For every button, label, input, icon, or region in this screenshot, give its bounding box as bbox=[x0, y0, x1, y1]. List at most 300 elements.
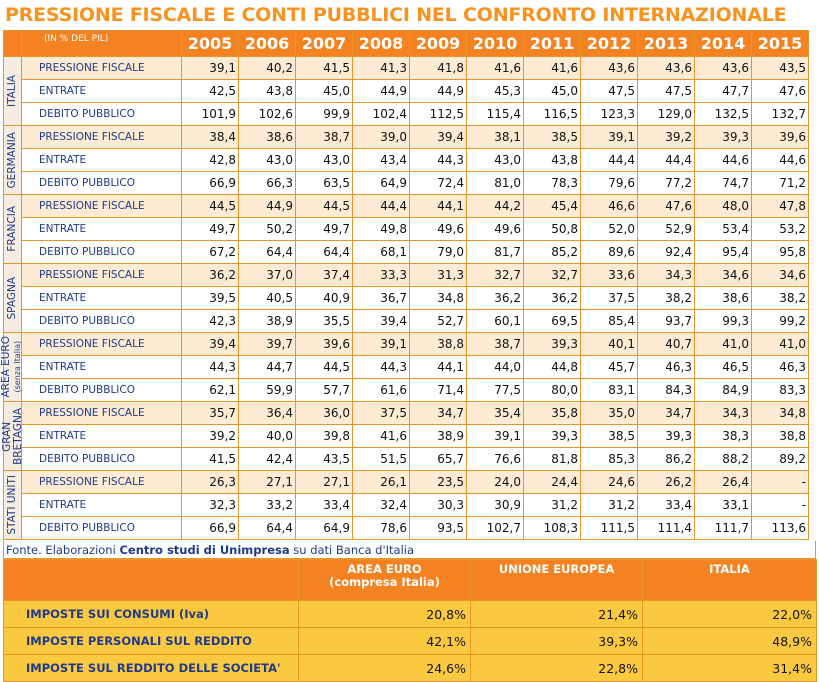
value-cell: 99,2 bbox=[752, 310, 809, 333]
value-cell: 39,0 bbox=[353, 126, 410, 149]
value-cell: 41,0 bbox=[752, 333, 809, 356]
year-header: 2011 bbox=[524, 31, 581, 57]
value-cell: 102,6 bbox=[239, 103, 296, 126]
value-cell: 49,8 bbox=[353, 218, 410, 241]
table-row bbox=[4, 494, 809, 517]
value-cell: 36,2 bbox=[524, 287, 581, 310]
value-cell: 64,9 bbox=[296, 517, 353, 540]
country-box bbox=[4, 58, 21, 124]
year-header: 2014 bbox=[695, 31, 752, 57]
source-prefix: Fonte. Elaborazioni bbox=[6, 543, 120, 557]
value-cell: 39,4 bbox=[353, 310, 410, 333]
value-cell: 38,5 bbox=[524, 126, 581, 149]
tax-header-line2: (compresa Italia) bbox=[329, 575, 440, 589]
country-box bbox=[0, 403, 24, 469]
row-label: PRESSIONE FISCALE bbox=[22, 126, 182, 149]
country-box bbox=[4, 265, 21, 331]
table-row bbox=[4, 448, 809, 471]
value-cell: 43,6 bbox=[638, 57, 695, 80]
value-cell: 111,5 bbox=[581, 517, 638, 540]
country-cell bbox=[4, 471, 22, 540]
value-cell: 40,7 bbox=[638, 333, 695, 356]
header-corner bbox=[4, 31, 22, 57]
value-cell: 38,9 bbox=[410, 425, 467, 448]
value-cell: 101,9 bbox=[182, 103, 239, 126]
value-cell: 39,4 bbox=[182, 333, 239, 356]
value-cell: 44,9 bbox=[410, 80, 467, 103]
value-cell: 34,7 bbox=[638, 402, 695, 425]
value-cell: 102,4 bbox=[353, 103, 410, 126]
value-cell: 112,5 bbox=[410, 103, 467, 126]
source-suffix: su dati Banca d'Italia bbox=[289, 543, 415, 557]
table-row bbox=[4, 287, 809, 310]
value-cell: 40,5 bbox=[239, 287, 296, 310]
value-cell: 23,5 bbox=[410, 471, 467, 494]
country-sublabel: BRETAGNA bbox=[11, 407, 24, 465]
tax-header-line1: UNIONE EUROPEA bbox=[498, 562, 615, 576]
value-cell: 42,4 bbox=[239, 448, 296, 471]
year-header: 2013 bbox=[638, 31, 695, 57]
country-cell bbox=[4, 126, 22, 195]
value-cell: 77,5 bbox=[467, 379, 524, 402]
value-cell: 44,9 bbox=[353, 80, 410, 103]
value-cell: 38,9 bbox=[239, 310, 296, 333]
value-cell: 111,7 bbox=[695, 517, 752, 540]
table-row bbox=[4, 517, 809, 540]
row-label: PRESSIONE FISCALE bbox=[22, 57, 182, 80]
value-cell: 44,5 bbox=[296, 195, 353, 218]
tax-value: 42,1% bbox=[299, 628, 471, 655]
tax-label: IMPOSTE PERSONALI SUL REDDITO bbox=[4, 628, 299, 655]
value-cell: 43,6 bbox=[581, 57, 638, 80]
value-cell: 64,4 bbox=[239, 517, 296, 540]
value-cell: 34,3 bbox=[695, 402, 752, 425]
value-cell: 89,2 bbox=[752, 448, 809, 471]
value-cell: 53,2 bbox=[752, 218, 809, 241]
value-cell: 43,0 bbox=[467, 149, 524, 172]
value-cell: 95,8 bbox=[752, 241, 809, 264]
value-cell: 39,7 bbox=[239, 333, 296, 356]
year-header: 2007 bbox=[296, 31, 353, 57]
value-cell: 64,9 bbox=[353, 172, 410, 195]
row-label: PRESSIONE FISCALE bbox=[22, 471, 182, 494]
value-cell: 93,5 bbox=[410, 517, 467, 540]
tax-value: 22,8% bbox=[471, 655, 643, 682]
value-cell: 45,4 bbox=[524, 195, 581, 218]
value-cell: 66,9 bbox=[182, 172, 239, 195]
row-label: ENTRATE bbox=[22, 356, 182, 379]
value-cell: 27,1 bbox=[296, 471, 353, 494]
value-cell: 39,1 bbox=[467, 425, 524, 448]
value-cell: 33,2 bbox=[239, 494, 296, 517]
value-cell: 39,2 bbox=[638, 126, 695, 149]
value-cell: 33,4 bbox=[638, 494, 695, 517]
country-label: AREA EURO bbox=[0, 336, 12, 398]
value-cell: 44,3 bbox=[182, 356, 239, 379]
value-cell: 45,0 bbox=[524, 80, 581, 103]
value-cell: 39,3 bbox=[524, 425, 581, 448]
tax-value: 20,8% bbox=[299, 601, 471, 628]
value-cell: - bbox=[752, 471, 809, 494]
tax-row bbox=[4, 628, 817, 655]
value-cell: 41,5 bbox=[182, 448, 239, 471]
value-cell: 26,2 bbox=[638, 471, 695, 494]
value-cell: 116,5 bbox=[524, 103, 581, 126]
value-cell: 45,3 bbox=[467, 80, 524, 103]
value-cell: 39,3 bbox=[695, 126, 752, 149]
value-cell: 39,1 bbox=[182, 57, 239, 80]
value-cell: 41,6 bbox=[353, 425, 410, 448]
value-cell: 111,4 bbox=[638, 517, 695, 540]
row-label: ENTRATE bbox=[22, 80, 182, 103]
value-cell: 27,1 bbox=[239, 471, 296, 494]
value-cell: 38,5 bbox=[581, 425, 638, 448]
value-cell: 43,4 bbox=[353, 149, 410, 172]
value-cell: 40,2 bbox=[239, 57, 296, 80]
value-cell: 85,2 bbox=[524, 241, 581, 264]
value-cell: 34,6 bbox=[752, 264, 809, 287]
row-label: ENTRATE bbox=[22, 425, 182, 448]
value-cell: 24,0 bbox=[467, 471, 524, 494]
tax-header-line1: ITALIA bbox=[709, 562, 750, 576]
value-cell: 44,3 bbox=[353, 356, 410, 379]
value-cell: 31,2 bbox=[581, 494, 638, 517]
value-cell: 34,3 bbox=[638, 264, 695, 287]
value-cell: 42,3 bbox=[182, 310, 239, 333]
value-cell: 52,9 bbox=[638, 218, 695, 241]
value-cell: 44,1 bbox=[410, 356, 467, 379]
tax-value: 48,9% bbox=[643, 628, 817, 655]
value-cell: 115,4 bbox=[467, 103, 524, 126]
value-cell: 72,4 bbox=[410, 172, 467, 195]
value-cell: 34,6 bbox=[695, 264, 752, 287]
table-row bbox=[4, 402, 809, 425]
value-cell: 38,8 bbox=[410, 333, 467, 356]
value-cell: 34,8 bbox=[410, 287, 467, 310]
country-name bbox=[7, 206, 18, 252]
value-cell: 24,4 bbox=[524, 471, 581, 494]
country-cell bbox=[0, 402, 24, 471]
tax-label: IMPOSTE SUL REDDITO DELLE SOCIETA' bbox=[4, 655, 299, 682]
value-cell: 44,4 bbox=[353, 195, 410, 218]
value-cell: 69,5 bbox=[524, 310, 581, 333]
value-cell: 50,2 bbox=[239, 218, 296, 241]
value-cell: 80,0 bbox=[524, 379, 581, 402]
table-row bbox=[4, 241, 809, 264]
value-cell: 35,4 bbox=[467, 402, 524, 425]
value-cell: 41,6 bbox=[524, 57, 581, 80]
table-row bbox=[4, 379, 809, 402]
value-cell: 49,6 bbox=[410, 218, 467, 241]
value-cell: 132,7 bbox=[752, 103, 809, 126]
value-cell: 44,4 bbox=[581, 149, 638, 172]
value-cell: 39,3 bbox=[638, 425, 695, 448]
value-cell: 88,2 bbox=[695, 448, 752, 471]
value-cell: 38,4 bbox=[182, 126, 239, 149]
value-cell: 38,7 bbox=[467, 333, 524, 356]
value-cell: 113,6 bbox=[752, 517, 809, 540]
value-cell: 71,4 bbox=[410, 379, 467, 402]
tax-header-italia bbox=[643, 560, 817, 601]
value-cell: 36,2 bbox=[182, 264, 239, 287]
table-row bbox=[4, 149, 809, 172]
value-cell: 44,2 bbox=[467, 195, 524, 218]
value-cell: 129,0 bbox=[638, 103, 695, 126]
table-row bbox=[4, 264, 809, 287]
value-cell: 44,5 bbox=[296, 356, 353, 379]
value-cell: 40,0 bbox=[239, 425, 296, 448]
value-cell: 46,3 bbox=[752, 356, 809, 379]
value-cell: 39,5 bbox=[182, 287, 239, 310]
value-cell: 26,4 bbox=[695, 471, 752, 494]
value-cell: 53,4 bbox=[695, 218, 752, 241]
value-cell: 47,5 bbox=[581, 80, 638, 103]
value-cell: 57,7 bbox=[296, 379, 353, 402]
value-cell: 64,4 bbox=[296, 241, 353, 264]
country-name bbox=[2, 408, 24, 465]
value-cell: 67,2 bbox=[182, 241, 239, 264]
table-row bbox=[4, 310, 809, 333]
year-header: 2008 bbox=[353, 31, 410, 57]
country-box bbox=[4, 196, 21, 262]
value-cell: 38,1 bbox=[467, 126, 524, 149]
value-cell: 40,1 bbox=[581, 333, 638, 356]
country-label: FRANCIA bbox=[6, 206, 18, 252]
value-cell: 38,3 bbox=[695, 425, 752, 448]
tax-header-ue bbox=[471, 560, 643, 601]
value-cell: 33,6 bbox=[581, 264, 638, 287]
year-header: 2005 bbox=[182, 31, 239, 57]
value-cell: 79,0 bbox=[410, 241, 467, 264]
country-label: GERMANIA bbox=[6, 131, 18, 189]
tax-row bbox=[4, 601, 817, 628]
value-cell: 51,5 bbox=[353, 448, 410, 471]
value-cell: 38,2 bbox=[752, 287, 809, 310]
value-cell: 41,8 bbox=[410, 57, 467, 80]
value-cell: 26,3 bbox=[182, 471, 239, 494]
value-cell: 59,9 bbox=[239, 379, 296, 402]
value-cell: 47,8 bbox=[752, 195, 809, 218]
value-cell: 85,4 bbox=[581, 310, 638, 333]
row-label: PRESSIONE FISCALE bbox=[22, 195, 182, 218]
value-cell: 32,7 bbox=[467, 264, 524, 287]
row-label: ENTRATE bbox=[22, 287, 182, 310]
value-cell: 81,0 bbox=[467, 172, 524, 195]
row-label: PRESSIONE FISCALE bbox=[22, 402, 182, 425]
value-cell: 41,0 bbox=[695, 333, 752, 356]
value-cell: 32,3 bbox=[182, 494, 239, 517]
table-row bbox=[4, 103, 809, 126]
tax-value: 24,6% bbox=[299, 655, 471, 682]
country-name bbox=[7, 75, 18, 107]
table-row bbox=[4, 80, 809, 103]
country-name bbox=[1, 336, 24, 398]
value-cell: 84,9 bbox=[695, 379, 752, 402]
row-label: DEBITO PUBBLICO bbox=[22, 448, 182, 471]
value-cell: 39,6 bbox=[752, 126, 809, 149]
value-cell: 33,3 bbox=[353, 264, 410, 287]
row-label: ENTRATE bbox=[22, 494, 182, 517]
value-cell: 79,6 bbox=[581, 172, 638, 195]
value-cell: 49,7 bbox=[182, 218, 239, 241]
value-cell: 33,4 bbox=[296, 494, 353, 517]
header-row bbox=[4, 31, 809, 57]
country-cell bbox=[4, 195, 22, 264]
value-cell: 41,3 bbox=[353, 57, 410, 80]
value-cell: 40,9 bbox=[296, 287, 353, 310]
value-cell: 68,1 bbox=[353, 241, 410, 264]
value-cell: 34,7 bbox=[410, 402, 467, 425]
value-cell: 43,8 bbox=[239, 80, 296, 103]
row-label: ENTRATE bbox=[22, 149, 182, 172]
value-cell: 44,6 bbox=[695, 149, 752, 172]
value-cell: 42,8 bbox=[182, 149, 239, 172]
value-cell: 39,4 bbox=[410, 126, 467, 149]
tax-comparison-table bbox=[3, 559, 817, 682]
value-cell: 43,5 bbox=[752, 57, 809, 80]
value-cell: 38,7 bbox=[296, 126, 353, 149]
value-cell: 41,5 bbox=[296, 57, 353, 80]
value-cell: 81,7 bbox=[467, 241, 524, 264]
row-label: DEBITO PUBBLICO bbox=[22, 103, 182, 126]
value-cell: 86,2 bbox=[638, 448, 695, 471]
page-title: PRESSIONE FISCALE E CONTI PUBBLICI NEL CONFRONTO INTERNAZIONALE bbox=[5, 4, 787, 26]
value-cell: 95,4 bbox=[695, 241, 752, 264]
value-cell: 35,8 bbox=[524, 402, 581, 425]
value-cell: 93,7 bbox=[638, 310, 695, 333]
value-cell: 81,8 bbox=[524, 448, 581, 471]
value-cell: 34,8 bbox=[752, 402, 809, 425]
tax-value: 21,4% bbox=[471, 601, 643, 628]
tax-header-area-euro bbox=[299, 560, 471, 601]
value-cell: 89,6 bbox=[581, 241, 638, 264]
value-cell: 92,4 bbox=[638, 241, 695, 264]
tax-value: 39,3% bbox=[471, 628, 643, 655]
value-cell: 43,0 bbox=[296, 149, 353, 172]
value-cell: 44,9 bbox=[239, 195, 296, 218]
value-cell: 39,6 bbox=[296, 333, 353, 356]
value-cell: 26,1 bbox=[353, 471, 410, 494]
year-header: 2010 bbox=[467, 31, 524, 57]
year-header: 2015 bbox=[752, 31, 809, 57]
value-cell: 30,9 bbox=[467, 494, 524, 517]
source-bold: Centro studi di Unimpresa bbox=[119, 543, 290, 557]
value-cell: 102,7 bbox=[467, 517, 524, 540]
value-cell: 45,0 bbox=[296, 80, 353, 103]
unit-label: (IN % DEL PIL) bbox=[22, 31, 182, 57]
country-name bbox=[7, 277, 18, 320]
value-cell: 38,8 bbox=[752, 425, 809, 448]
country-box bbox=[4, 472, 21, 538]
value-cell: 32,4 bbox=[353, 494, 410, 517]
value-cell: 52,7 bbox=[410, 310, 467, 333]
value-cell: 41,6 bbox=[467, 57, 524, 80]
value-cell: 52,0 bbox=[581, 218, 638, 241]
value-cell: 74,7 bbox=[695, 172, 752, 195]
value-cell: 99,3 bbox=[695, 310, 752, 333]
value-cell: 35,0 bbox=[581, 402, 638, 425]
tax-row bbox=[4, 655, 817, 682]
tax-value: 22,0% bbox=[643, 601, 817, 628]
value-cell: 39,8 bbox=[296, 425, 353, 448]
value-cell: 64,4 bbox=[239, 241, 296, 264]
value-cell: 62,1 bbox=[182, 379, 239, 402]
value-cell: 78,3 bbox=[524, 172, 581, 195]
table-row bbox=[4, 126, 809, 149]
value-cell: 39,1 bbox=[581, 126, 638, 149]
value-cell: 35,5 bbox=[296, 310, 353, 333]
country-label: GRAN bbox=[0, 420, 13, 452]
table-row bbox=[4, 218, 809, 241]
tax-value: 31,4% bbox=[643, 655, 817, 682]
value-cell: 39,2 bbox=[182, 425, 239, 448]
value-cell: 44,5 bbox=[182, 195, 239, 218]
value-cell: 77,2 bbox=[638, 172, 695, 195]
value-cell: 46,5 bbox=[695, 356, 752, 379]
value-cell: 36,0 bbox=[296, 402, 353, 425]
value-cell: 30,3 bbox=[410, 494, 467, 517]
country-label: ITALIA bbox=[6, 74, 18, 107]
value-cell: 39,1 bbox=[353, 333, 410, 356]
value-cell: 43,8 bbox=[524, 149, 581, 172]
value-cell: 38,6 bbox=[239, 126, 296, 149]
value-cell: 44,8 bbox=[524, 356, 581, 379]
value-cell: 44,0 bbox=[467, 356, 524, 379]
country-cell bbox=[4, 57, 22, 126]
table-row bbox=[4, 356, 809, 379]
value-cell: 44,6 bbox=[752, 149, 809, 172]
source-note bbox=[3, 541, 816, 559]
value-cell: 47,5 bbox=[638, 80, 695, 103]
country-label: STATI UNITI bbox=[6, 475, 18, 535]
value-cell: 83,3 bbox=[752, 379, 809, 402]
value-cell: 36,2 bbox=[467, 287, 524, 310]
row-label: DEBITO PUBBLICO bbox=[22, 241, 182, 264]
country-sublabel: (senza Italia) bbox=[13, 341, 22, 393]
value-cell: 49,7 bbox=[296, 218, 353, 241]
value-cell: 60,1 bbox=[467, 310, 524, 333]
value-cell: 38,2 bbox=[638, 287, 695, 310]
row-label: DEBITO PUBBLICO bbox=[22, 310, 182, 333]
value-cell: 24,6 bbox=[581, 471, 638, 494]
value-cell: 42,5 bbox=[182, 80, 239, 103]
value-cell: 83,1 bbox=[581, 379, 638, 402]
value-cell: 99,9 bbox=[296, 103, 353, 126]
value-cell: 47,6 bbox=[638, 195, 695, 218]
value-cell: 37,5 bbox=[581, 287, 638, 310]
value-cell: 36,7 bbox=[353, 287, 410, 310]
value-cell: 37,5 bbox=[353, 402, 410, 425]
tax-header-line1: AREA EURO bbox=[347, 562, 422, 576]
row-label: PRESSIONE FISCALE bbox=[22, 333, 182, 356]
table-row bbox=[4, 172, 809, 195]
value-cell: 76,6 bbox=[467, 448, 524, 471]
country-cell bbox=[0, 333, 22, 402]
country-box bbox=[4, 127, 21, 193]
fiscal-pressure-table bbox=[0, 30, 809, 540]
value-cell: 44,4 bbox=[638, 149, 695, 172]
country-label: SPAGNA bbox=[6, 276, 18, 320]
year-header: 2012 bbox=[581, 31, 638, 57]
value-cell: 84,3 bbox=[638, 379, 695, 402]
row-label: PRESSIONE FISCALE bbox=[22, 264, 182, 287]
value-cell: 31,2 bbox=[524, 494, 581, 517]
row-label: ENTRATE bbox=[22, 218, 182, 241]
value-cell: 44,3 bbox=[410, 149, 467, 172]
value-cell: 61,6 bbox=[353, 379, 410, 402]
value-cell: 50,8 bbox=[524, 218, 581, 241]
value-cell: 35,7 bbox=[182, 402, 239, 425]
